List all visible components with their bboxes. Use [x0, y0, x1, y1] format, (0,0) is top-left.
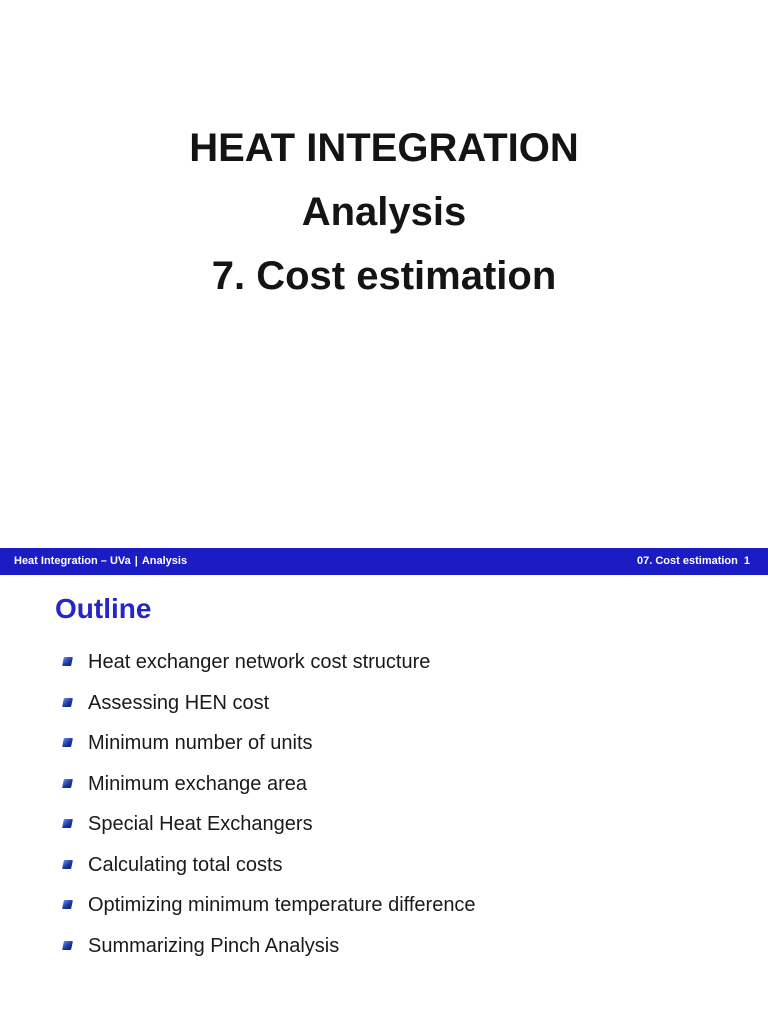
banner-left [14, 548, 187, 575]
outline-slide [0, 575, 768, 1024]
slide-subtitle: Analysis [301, 190, 467, 234]
square-bullet-icon [62, 657, 73, 666]
list-item-text: Summarizing Pinch Analysis [88, 934, 340, 957]
list-item-text: Heat exchanger network cost structure [88, 651, 431, 673]
outline-heading: Outline [55, 593, 152, 624]
slide-header-banner [0, 548, 768, 575]
list-item-text: Optimizing minimum temperature difference [88, 894, 476, 916]
square-bullet-icon [62, 900, 73, 909]
square-bullet-icon [62, 738, 73, 747]
banner-course: Heat Integration – UVa [14, 555, 131, 567]
list-item-text: Special Heat Exchangers [88, 813, 313, 835]
square-bullet-icon [62, 779, 73, 788]
list-item-text: Calculating total costs [88, 853, 283, 876]
square-bullet-icon [62, 860, 73, 869]
square-bullet-icon [62, 819, 73, 828]
list-item-text: Minimum number of units [88, 732, 313, 754]
slide-chapter-title: 7. Cost estimation [211, 254, 557, 298]
list-item-text: Minimum exchange area [88, 772, 307, 795]
banner-section: Analysis [141, 555, 188, 567]
square-bullet-icon [62, 698, 73, 707]
slide-title: HEAT INTEGRATION [189, 126, 579, 170]
page-number: 1 [743, 555, 750, 567]
square-bullet-icon [62, 941, 73, 950]
banner-chapter: 07. Cost estimation [637, 555, 738, 567]
banner-right [637, 548, 750, 575]
list-item-text: Assessing HEN cost [88, 691, 270, 714]
banner-separator: | [134, 555, 138, 567]
